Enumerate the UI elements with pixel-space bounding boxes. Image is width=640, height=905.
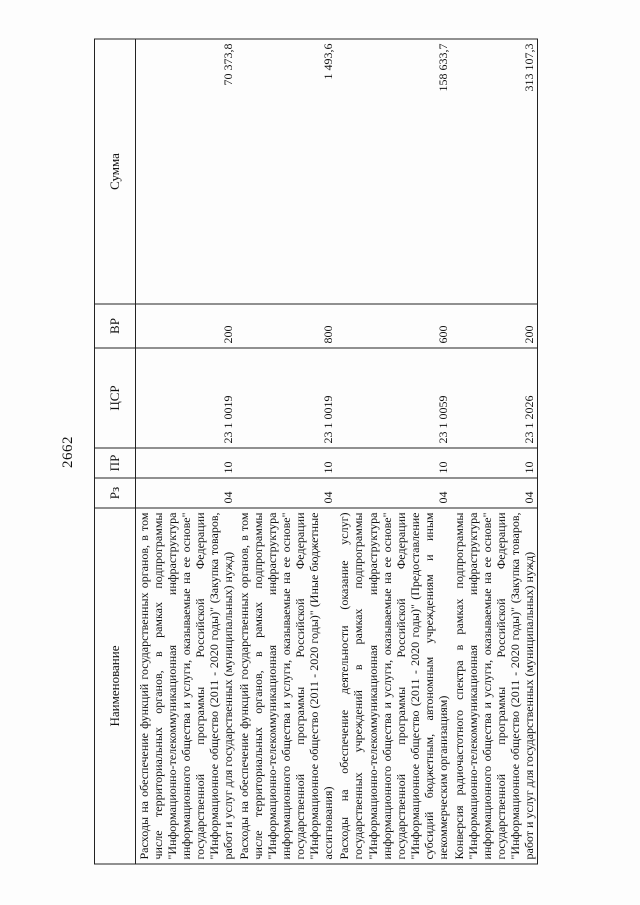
row-rz: 04 xyxy=(236,478,336,508)
row-csr: 23 1 2026 xyxy=(451,348,538,448)
row-vr: 600 xyxy=(336,304,450,348)
row-pr: 10 xyxy=(336,448,450,478)
row-sum: 1 493,6 xyxy=(236,39,336,304)
row-vr: 200 xyxy=(136,304,237,348)
row-pr: 10 xyxy=(451,448,538,478)
header-pr: ПР xyxy=(95,448,136,478)
row-pr: 10 xyxy=(236,448,336,478)
row-vr: 800 xyxy=(236,304,336,348)
table-header-row xyxy=(95,39,136,864)
row-sum: 70 373,8 xyxy=(136,39,237,304)
row-name: Конверсия радиочастотного спектра в рамках подпрограммы "Информационно-телекоммуникационная инфраструктура информационного общества и услуги, оказываемые на ее основе" государственной программы Российской Федерации "Информационное общество (2011 - 2020 годы)" (Закупка товаров, работ и услуг для государственных (муниципальных) нужд) xyxy=(451,508,538,864)
row-rz: 04 xyxy=(336,478,450,508)
row-csr: 23 1 0019 xyxy=(236,348,336,448)
header-csr: ЦСР xyxy=(95,348,136,448)
header-rz: Рз xyxy=(95,478,136,508)
row-pr: 10 xyxy=(136,448,237,478)
header-vr: ВР xyxy=(95,304,136,348)
row-sum: 158 633,7 xyxy=(336,39,450,304)
table-row xyxy=(451,39,538,864)
row-rz: 04 xyxy=(451,478,538,508)
row-name: Расходы на обеспечение функций государственных органов, в том числе территориальных органов, в рамках подпрограммы "Информационно-телекоммуникационная инфраструктура информационного общества и услуги, оказываемые на ее основе" государственной программы Российской Федерации "Информационное общество (2011 - 2020 годы)" (Иные бюджетные ассигнования) xyxy=(236,508,336,864)
row-csr: 23 1 0059 xyxy=(336,348,450,448)
table-row xyxy=(136,39,237,864)
row-sum: 313 107,3 xyxy=(451,39,538,304)
row-vr: 200 xyxy=(451,304,538,348)
row-rz: 04 xyxy=(136,478,237,508)
page-number: 2662 xyxy=(60,436,76,468)
table-row xyxy=(236,39,336,864)
rotated-content xyxy=(60,40,580,865)
row-csr: 23 1 0019 xyxy=(136,348,237,448)
row-name: Расходы на обеспечение деятельности (оказание услуг) государственных учреждений в рамках подпрограммы "Информационно-телекоммуникационная инфраструктура информационного общества и услуги, оказываемые на ее основе" государственной программы Российской Федерации "Информационное общество (2011 - 2020 годы)" (Предоставление субсидий бюджетным, автономным учреждениям и иным некоммерческим организациям) xyxy=(336,508,450,864)
budget-table xyxy=(94,39,538,865)
header-sum: Сумма xyxy=(95,39,136,304)
header-name: Наименование xyxy=(95,508,136,864)
table-row xyxy=(336,39,450,864)
row-name: Расходы на обеспечение функций государственных органов, в том числе территориальных органов, в рамках подпрограммы "Информационно-телекоммуникационная инфраструктура информационного общества и услуги, оказываемые на ее основе" государственной программы Российской Федерации "Информационное общество (2011 - 2020 годы)" (Закупка товаров, работ и услуг для государственных (муниципальных) нужд) xyxy=(136,508,237,864)
